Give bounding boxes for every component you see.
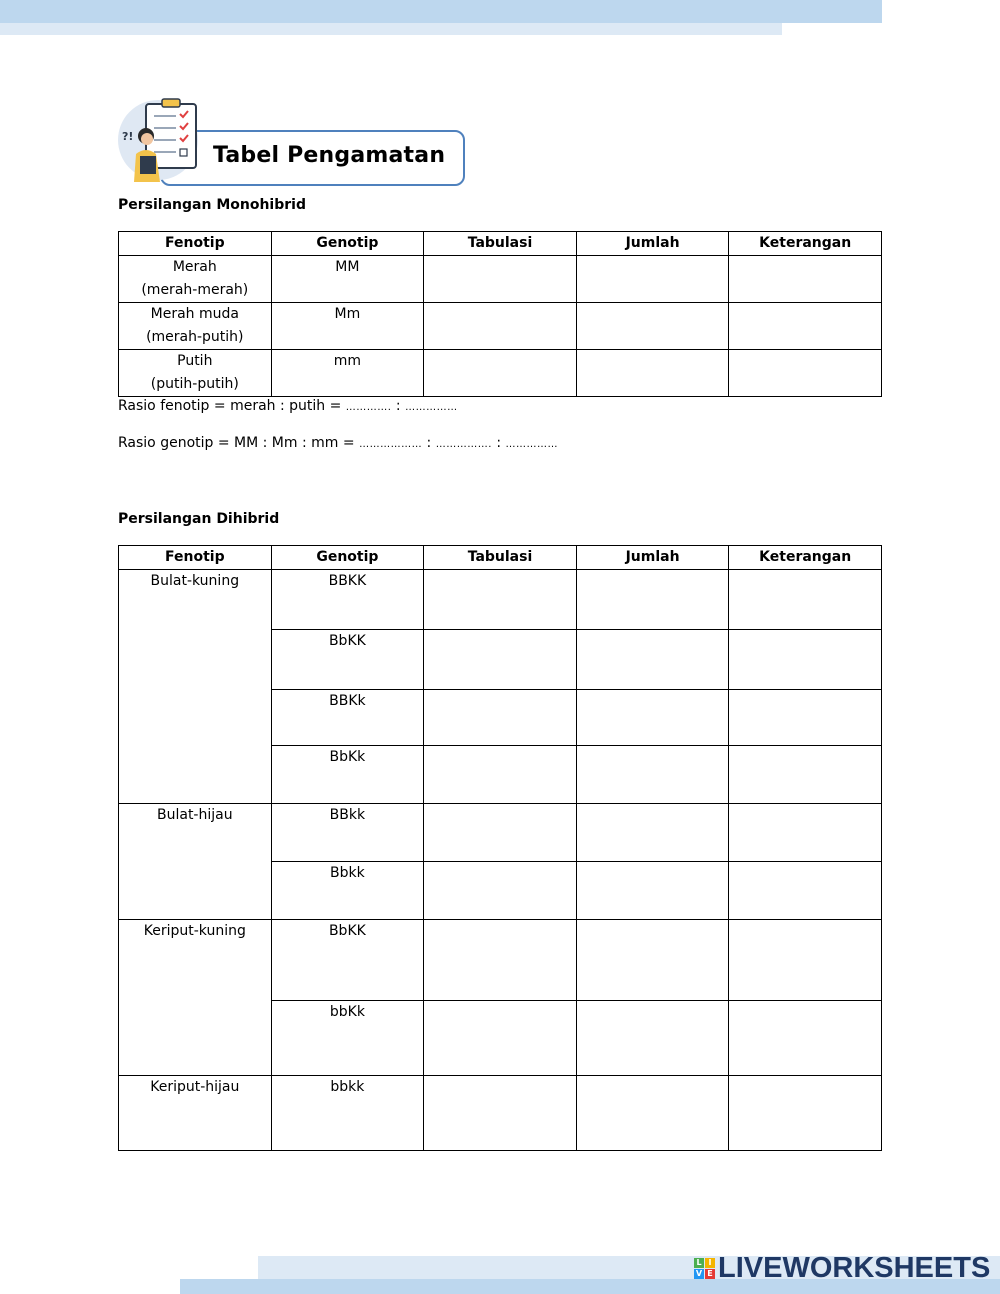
- ratio-fenotip-blank[interactable]: ……………: [405, 402, 458, 413]
- genotip-cell: BBKk: [271, 690, 424, 746]
- ratio-genotip: [118, 435, 558, 451]
- genotip-cell: bbKk: [271, 1001, 424, 1076]
- page-title: Tabel Pengamatan: [213, 143, 446, 168]
- liveworksheets-logo-icon: [694, 1258, 715, 1279]
- fenotip-cell: [119, 256, 272, 303]
- jumlah-input[interactable]: [576, 920, 729, 1001]
- fenotip-name: Merah: [172, 259, 217, 275]
- dihibrid-table: [118, 545, 882, 1151]
- ratio-fenotip-blank[interactable]: ………….: [345, 402, 392, 413]
- genotip-cell: BbKK: [271, 630, 424, 690]
- keterangan-input[interactable]: [729, 690, 882, 746]
- logo-letter: V: [695, 1268, 703, 1278]
- jumlah-input[interactable]: [576, 303, 729, 350]
- fenotip-cell: Bulat-hijau: [119, 804, 272, 920]
- tabulasi-input[interactable]: [424, 630, 577, 690]
- keterangan-input[interactable]: [729, 256, 882, 303]
- logo-letter: E: [705, 1269, 715, 1279]
- tabulasi-input[interactable]: [424, 1001, 577, 1076]
- fenotip-name: Putih: [177, 353, 213, 369]
- table-row: [119, 1076, 882, 1151]
- keterangan-input[interactable]: [729, 1001, 882, 1076]
- tabulasi-input[interactable]: [424, 920, 577, 1001]
- fenotip-detail: (putih-putih): [150, 376, 239, 392]
- jumlah-input[interactable]: [576, 630, 729, 690]
- table-header-row: [119, 232, 882, 256]
- tabulasi-input[interactable]: [424, 303, 577, 350]
- header-keterangan: Keterangan: [729, 232, 882, 256]
- table-row: [119, 350, 882, 397]
- tabulasi-input[interactable]: [424, 570, 577, 630]
- keterangan-input[interactable]: [729, 746, 882, 804]
- table-header-row: [119, 546, 882, 570]
- ratio-fenotip: [118, 398, 458, 414]
- keterangan-input[interactable]: [729, 303, 882, 350]
- table-row: [119, 920, 882, 1001]
- table-row: [119, 256, 882, 303]
- tabulasi-input[interactable]: [424, 804, 577, 862]
- header-genotip: Genotip: [271, 546, 424, 570]
- top-band: [0, 0, 882, 23]
- keterangan-input[interactable]: [729, 862, 882, 920]
- keterangan-input[interactable]: [729, 804, 882, 862]
- keterangan-input[interactable]: [729, 630, 882, 690]
- monohibrid-table: [118, 231, 882, 397]
- header-keterangan: Keterangan: [729, 546, 882, 570]
- table-row: [119, 804, 882, 862]
- monohibrid-title: Persilangan Monohibrid: [118, 197, 306, 213]
- tabulasi-input[interactable]: [424, 690, 577, 746]
- genotip-cell: bbkk: [271, 1076, 424, 1151]
- svg-text:?!: ?!: [122, 130, 134, 143]
- liveworksheets-logo[interactable]: [694, 1251, 991, 1284]
- ratio-separator: :: [491, 435, 506, 451]
- header-fenotip: Fenotip: [119, 546, 272, 570]
- ratio-fenotip-label: Rasio fenotip = merah : putih =: [118, 398, 346, 414]
- table-row: [119, 570, 882, 630]
- genotip-cell: BBKK: [271, 570, 424, 630]
- dihibrid-title: Persilangan Dihibrid: [118, 511, 280, 527]
- genotip-cell: Bbkk: [271, 862, 424, 920]
- tabulasi-input[interactable]: [424, 1076, 577, 1151]
- fenotip-cell: Keriput-hijau: [119, 1076, 272, 1151]
- fenotip-detail: (merah-putih): [146, 329, 244, 345]
- jumlah-input[interactable]: [576, 1076, 729, 1151]
- jumlah-input[interactable]: [576, 350, 729, 397]
- logo-text: LIVEWORKSHEETS: [718, 1251, 991, 1284]
- jumlah-input[interactable]: [576, 862, 729, 920]
- tabulasi-input[interactable]: [424, 746, 577, 804]
- keterangan-input[interactable]: [729, 1076, 882, 1151]
- header-tabulasi: Tabulasi: [424, 546, 577, 570]
- jumlah-input[interactable]: [576, 804, 729, 862]
- header-jumlah: Jumlah: [576, 232, 729, 256]
- header-jumlah: Jumlah: [576, 546, 729, 570]
- jumlah-input[interactable]: [576, 256, 729, 303]
- fenotip-detail: (merah-merah): [141, 282, 249, 298]
- genotip-cell: BBkk: [271, 804, 424, 862]
- genotip-cell: mm: [271, 350, 424, 397]
- tabulasi-input[interactable]: [424, 862, 577, 920]
- fenotip-cell: Bulat-kuning: [119, 570, 272, 804]
- genotip-cell: BbKk: [271, 746, 424, 804]
- logo-letter: L: [694, 1258, 704, 1268]
- jumlah-input[interactable]: [576, 1001, 729, 1076]
- fenotip-cell: [119, 303, 272, 350]
- jumlah-input[interactable]: [576, 690, 729, 746]
- logo-letter: I: [705, 1258, 715, 1268]
- genotip-cell: BbKK: [271, 920, 424, 1001]
- genotip-cell: Mm: [271, 303, 424, 350]
- fenotip-cell: [119, 350, 272, 397]
- tabulasi-input[interactable]: [424, 350, 577, 397]
- fenotip-cell: Keriput-kuning: [119, 920, 272, 1076]
- jumlah-input[interactable]: [576, 746, 729, 804]
- tabulasi-input[interactable]: [424, 256, 577, 303]
- header-tabulasi: Tabulasi: [424, 232, 577, 256]
- jumlah-input[interactable]: [576, 570, 729, 630]
- fenotip-name: Merah muda: [150, 306, 239, 322]
- header-fenotip: Fenotip: [119, 232, 272, 256]
- ratio-separator: :: [391, 398, 406, 414]
- ratio-separator: :: [422, 435, 436, 451]
- ratio-genotip-blank[interactable]: ……………: [505, 439, 558, 450]
- table-row: [119, 303, 882, 350]
- ratio-genotip-blank[interactable]: …………….: [435, 439, 492, 450]
- keterangan-input[interactable]: [729, 350, 882, 397]
- top-band-light: [0, 23, 782, 35]
- ratio-genotip-label: Rasio genotip = MM : Mm : mm =: [118, 435, 360, 451]
- keterangan-input[interactable]: [729, 920, 882, 1001]
- ratio-genotip-blank[interactable]: ………………: [359, 439, 423, 450]
- keterangan-input[interactable]: [729, 570, 882, 630]
- genotip-cell: MM: [271, 256, 424, 303]
- clipboard-woman-illustration: [116, 96, 206, 182]
- header-genotip: Genotip: [271, 232, 424, 256]
